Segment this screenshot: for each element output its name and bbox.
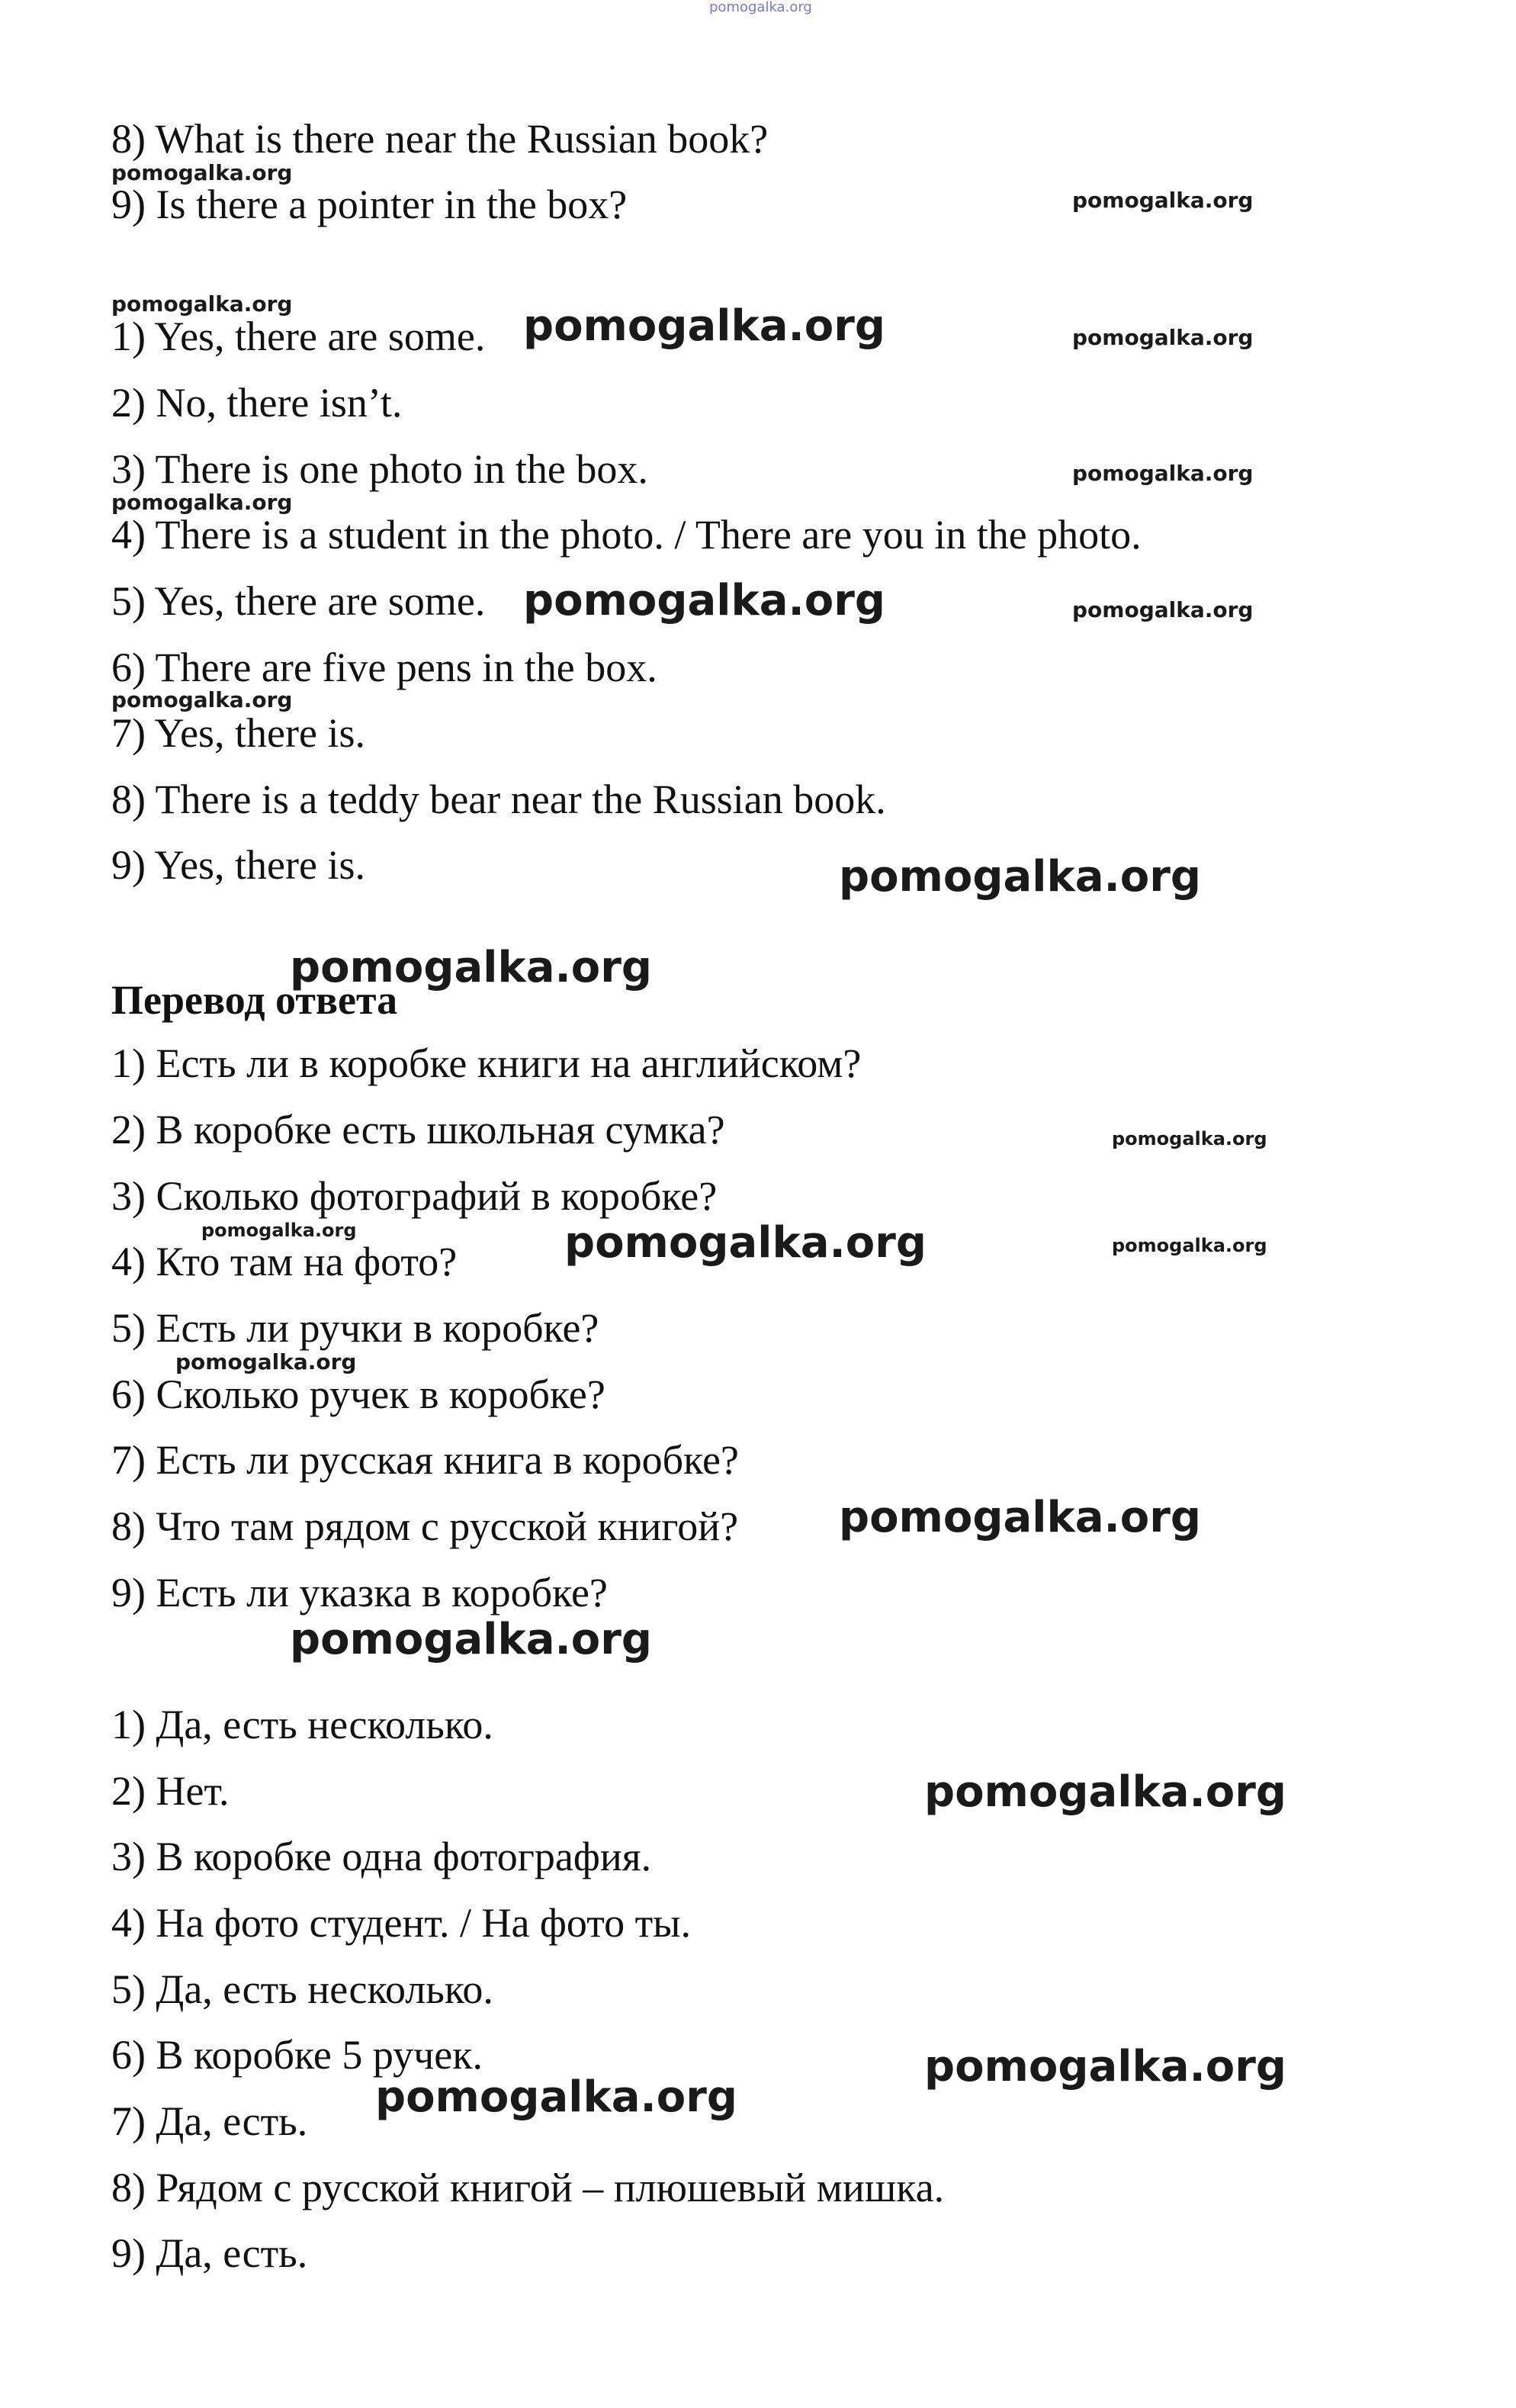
russian-answer-5: 5) Да, есть несколько. — [111, 1966, 493, 2012]
translation-heading: Перевод ответа — [111, 977, 398, 1023]
watermark-small: pomogalka.org — [1112, 1235, 1267, 1256]
english-answer-3: 3) There is one photo in the box. — [111, 446, 648, 492]
watermark-small: pomogalka.org — [1072, 597, 1254, 622]
watermark-large: pomogalka.org — [523, 576, 885, 625]
watermark-large: pomogalka.org — [839, 852, 1201, 902]
russian-question-5: 5) Есть ли ручки в коробке? — [111, 1305, 599, 1351]
watermark-small: pomogalka.org — [201, 1220, 357, 1241]
russian-answer-7: 7) Да, есть. — [111, 2098, 308, 2144]
russian-answer-6: 6) В коробке 5 ручек. — [111, 2032, 483, 2078]
english-answer-4: 4) There is a student in the photo. / There are you in the photo. — [111, 512, 1142, 558]
english-question-8: 8) What is there near the Russian book? — [111, 116, 769, 162]
watermark-small: pomogalka.org — [111, 687, 293, 712]
english-answer-8: 8) There is a teddy bear near the Russian book. — [111, 776, 886, 822]
watermark-top: pomogalka.org — [709, 0, 812, 15]
russian-question-1: 1) Есть ли в коробке книги на английском? — [111, 1040, 862, 1086]
english-answer-2: 2) No, there isn’t. — [111, 380, 403, 426]
watermark-large: pomogalka.org — [290, 1615, 652, 1664]
watermark-small: pomogalka.org — [111, 160, 293, 185]
watermark-small: pomogalka.org — [1072, 188, 1254, 213]
watermark-large: pomogalka.org — [839, 1493, 1201, 1542]
russian-question-2: 2) В коробке есть школьная сумка? — [111, 1107, 725, 1153]
russian-answer-1: 1) Да, есть несколько. — [111, 1702, 493, 1747]
watermark-large: pomogalka.org — [564, 1218, 927, 1268]
russian-question-6: 6) Сколько ручек в коробке? — [111, 1371, 605, 1417]
russian-question-3: 3) Сколько фотографий в коробке? — [111, 1173, 718, 1219]
watermark-large: pomogalka.org — [924, 2042, 1286, 2091]
russian-answer-4: 4) На фото студент. / На фото ты. — [111, 1900, 691, 1946]
watermark-large: pomogalka.org — [375, 2072, 737, 2122]
english-answer-9: 9) Yes, there is. — [111, 842, 365, 888]
english-answer-7: 7) Yes, there is. — [111, 710, 365, 756]
russian-question-9: 9) Есть ли указка в коробке? — [111, 1570, 608, 1616]
russian-question-4: 4) Кто там на фото? — [111, 1239, 458, 1284]
russian-answer-2: 2) Нет. — [111, 1768, 230, 1814]
watermark-small: pomogalka.org — [111, 490, 293, 515]
watermark-small: pomogalka.org — [175, 1349, 357, 1374]
watermark-small: pomogalka.org — [111, 291, 293, 317]
russian-answer-8: 8) Рядом с русской книгой – плюшевый мишка. — [111, 2165, 945, 2210]
russian-answer-9: 9) Да, есть. — [111, 2230, 308, 2276]
russian-question-7: 7) Есть ли русская книга в коробке? — [111, 1437, 739, 1483]
english-answer-6: 6) There are five pens in the box. — [111, 645, 657, 690]
english-answer-5: 5) Yes, there are some. — [111, 578, 486, 624]
russian-question-8: 8) Что там рядом с русской книгой? — [111, 1503, 739, 1549]
watermark-large: pomogalka.org — [924, 1767, 1286, 1817]
russian-answer-3: 3) В коробке одна фотография. — [111, 1834, 652, 1879]
watermark-small: pomogalka.org — [1072, 325, 1254, 350]
watermark-large: pomogalka.org — [523, 301, 885, 351]
english-answer-1: 1) Yes, there are some. — [111, 313, 486, 359]
watermark-small: pomogalka.org — [1072, 461, 1254, 486]
english-question-9: 9) Is there a pointer in the box? — [111, 182, 628, 227]
watermark-small: pomogalka.org — [1112, 1128, 1267, 1149]
watermark-large: pomogalka.org — [290, 943, 652, 992]
